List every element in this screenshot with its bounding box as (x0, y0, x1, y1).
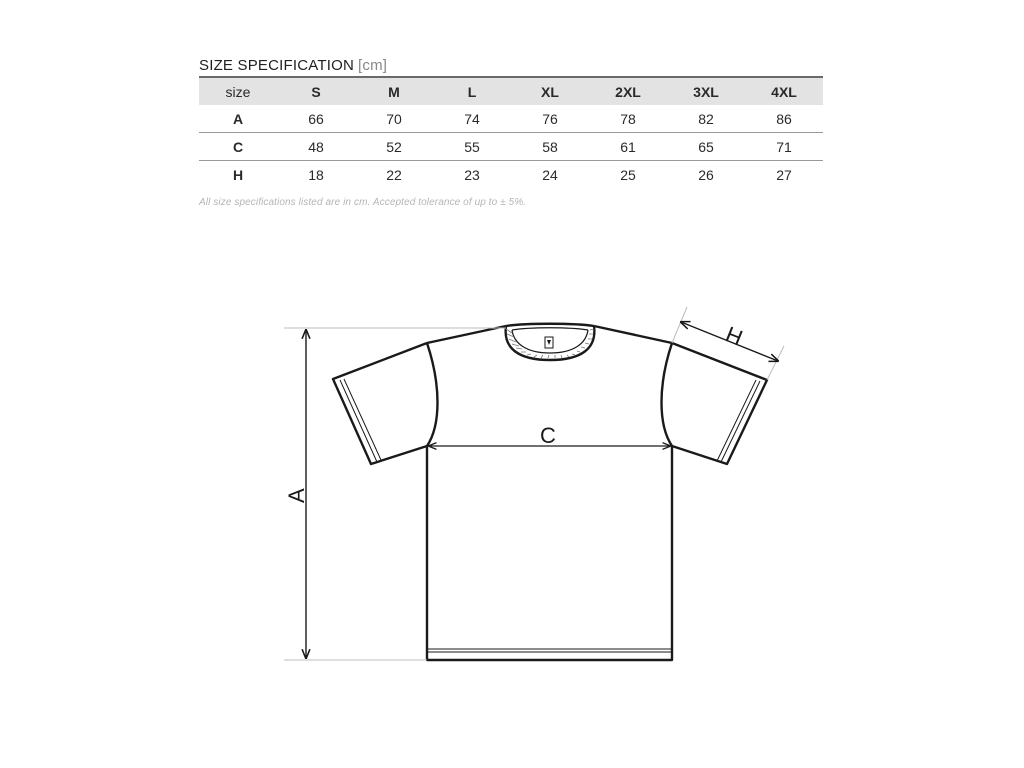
cell: 65 (698, 138, 714, 155)
t-shirt-outline (333, 324, 767, 660)
back-neck (512, 328, 588, 330)
cell: 76 (542, 110, 558, 127)
dimension-c (429, 423, 670, 448)
cell: 18 (308, 166, 324, 183)
right-sleeve-hem-2 (717, 380, 756, 461)
label-a: A (284, 488, 309, 503)
row-label-c: C (232, 138, 244, 155)
right-shoulder (594, 326, 672, 343)
body (427, 446, 672, 660)
cell: 23 (464, 166, 480, 183)
spec-unit: [cm] (358, 57, 388, 74)
cell: 74 (464, 110, 480, 127)
cell: 48 (308, 138, 324, 155)
cell: 26 (698, 166, 714, 183)
header-3xl: 3XL (693, 83, 719, 100)
label-h: H (722, 321, 747, 351)
cell: 58 (542, 138, 558, 155)
row-label-a: A (232, 110, 244, 127)
spec-title-text: SIZE SPECIFICATION (199, 57, 355, 74)
cell: 27 (776, 166, 792, 183)
left-sleeve (333, 343, 427, 464)
cell: 70 (386, 110, 402, 127)
row-label-h: H (232, 166, 244, 183)
neckline-outer (506, 324, 594, 326)
tolerance-note: All size specifications listed are in cm. Accepted tolerance of up to ± 5%. (199, 197, 527, 208)
header-xl: XL (541, 83, 559, 100)
cell: 52 (386, 138, 402, 155)
right-armhole (662, 343, 673, 446)
dimension-a (284, 328, 506, 660)
header-4xl: 4XL (771, 83, 797, 100)
cell: 66 (308, 110, 324, 127)
cell: 25 (620, 166, 636, 183)
neck-label-icon (545, 337, 553, 348)
right-sleeve-hem (721, 381, 760, 462)
dimension-h (672, 307, 784, 380)
header-m: M (388, 83, 400, 100)
label-c: C (540, 423, 556, 448)
header-size: size (225, 83, 251, 100)
header-2xl: 2XL (615, 83, 641, 100)
cell: 61 (620, 138, 636, 155)
right-sleeve (672, 343, 767, 464)
left-sleeve-hem (340, 380, 377, 462)
header-l: L (467, 83, 477, 100)
cell: 86 (776, 110, 792, 127)
cell: 22 (386, 166, 402, 183)
left-armhole (427, 343, 438, 446)
left-shoulder (427, 326, 506, 343)
cell: 82 (698, 110, 714, 127)
header-s: S (311, 83, 321, 100)
cell: 24 (542, 166, 558, 183)
cell: 71 (776, 138, 792, 155)
cell: 78 (620, 110, 636, 127)
cell: 55 (464, 138, 480, 155)
